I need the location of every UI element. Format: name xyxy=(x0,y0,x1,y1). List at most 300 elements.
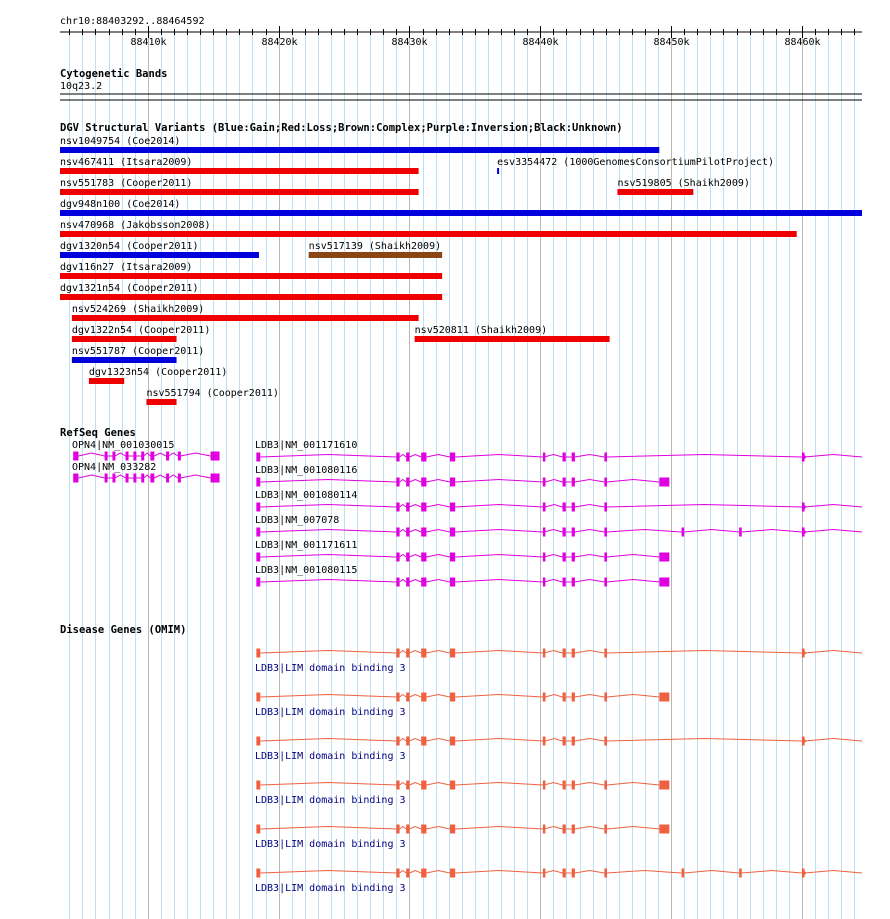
dgv-variant[interactable] xyxy=(72,304,419,321)
gene-exon xyxy=(406,578,409,587)
dgv-variant-label: dgv1323n54 (Cooper2011) xyxy=(88,367,228,378)
dgv-variant-bar[interactable] xyxy=(72,315,419,321)
gene-exon xyxy=(421,737,426,746)
gene-exon xyxy=(150,474,154,483)
gene-exon xyxy=(802,737,805,746)
gene-intron xyxy=(409,871,421,874)
refseq-gene[interactable] xyxy=(255,515,862,537)
gene-label: LDB3|NM_001171611 xyxy=(255,540,358,551)
gene-exon xyxy=(126,474,129,483)
gene-label: LDB3|NM_001080114 xyxy=(255,490,358,501)
dgv-variant-label: dgv116n27 (Itsara2009) xyxy=(60,262,193,273)
gene-exon xyxy=(682,869,685,878)
gene-exon xyxy=(572,649,575,658)
omim-gene[interactable] xyxy=(255,869,862,895)
gene-intron xyxy=(575,827,604,830)
gene-exon xyxy=(562,478,565,487)
gene-exon xyxy=(150,452,154,461)
location-label: chr10:88403292..88464592 xyxy=(60,16,205,27)
refseq-gene[interactable] xyxy=(255,490,862,512)
gene-intron xyxy=(154,475,166,478)
dgv-variant-bar[interactable] xyxy=(309,252,442,258)
dgv-variant-bar[interactable] xyxy=(72,357,177,363)
gene-intron xyxy=(409,739,421,742)
gene-utr-box xyxy=(659,553,669,562)
gene-intron xyxy=(409,505,421,508)
gene-exon xyxy=(450,693,455,702)
gene-intron xyxy=(409,555,421,558)
dgv-variant[interactable] xyxy=(497,157,774,174)
gene-exon xyxy=(802,503,805,512)
ruler-tick-label: 88460k xyxy=(784,37,821,48)
gene-intron xyxy=(455,651,543,654)
gene-intron xyxy=(455,505,543,508)
gene-intron xyxy=(607,505,802,508)
gene-exon xyxy=(396,693,399,702)
gene-exon xyxy=(256,869,260,878)
gene-utr-box xyxy=(659,478,669,487)
refseq-gene[interactable] xyxy=(72,462,220,483)
gene-exon xyxy=(421,503,426,512)
dgv-variant[interactable] xyxy=(60,283,442,300)
gene-intron xyxy=(426,695,450,698)
gene-intron xyxy=(115,475,125,478)
dgv-variant-bar[interactable] xyxy=(60,252,259,258)
dgv-variant-bar[interactable] xyxy=(60,147,659,153)
gene-exon xyxy=(562,528,565,537)
gene-exon xyxy=(406,478,409,487)
gene-intron xyxy=(400,455,407,458)
dgv-variant-label: nsv1049754 (Coe2014) xyxy=(60,136,181,147)
gene-intron xyxy=(607,651,802,654)
gene-exon xyxy=(141,452,144,461)
gene-utr-box xyxy=(659,825,669,834)
gene-exon xyxy=(802,528,805,537)
gene-intron xyxy=(684,530,739,533)
gene-exon xyxy=(604,578,607,587)
gene-intron xyxy=(455,580,543,583)
gene-label: LDB3|NM_001080115 xyxy=(255,565,358,576)
gene-intron xyxy=(409,530,421,533)
refseq-track-title: RefSeq Genes xyxy=(60,427,136,439)
gene-intron xyxy=(400,651,407,654)
gene-exon xyxy=(543,781,546,790)
gene-exon xyxy=(256,478,260,487)
gene-exon xyxy=(421,649,426,658)
gene-intron xyxy=(575,530,604,533)
gene-exon xyxy=(256,553,260,562)
gene-exon xyxy=(572,693,575,702)
gene-exon xyxy=(450,503,455,512)
gene-intron xyxy=(400,505,407,508)
gene-exon xyxy=(572,478,575,487)
gene-exon xyxy=(604,781,607,790)
dgv-variant-label: nsv517139 (Shaikh2009) xyxy=(308,241,442,252)
gene-intron xyxy=(575,555,604,558)
gene-intron xyxy=(607,580,659,583)
gene-intron xyxy=(575,455,604,458)
dgv-variant-bar[interactable] xyxy=(415,336,610,342)
gene-intron xyxy=(260,739,396,742)
gene-exon xyxy=(562,693,565,702)
dgv-variant-label: dgv1321n54 (Cooper2011) xyxy=(60,283,199,294)
gene-intron xyxy=(409,783,421,786)
gene-intron xyxy=(260,580,396,583)
gene-exon xyxy=(396,553,399,562)
gene-exon xyxy=(166,474,169,483)
gene-exon xyxy=(604,553,607,562)
dgv-variant[interactable] xyxy=(72,346,204,363)
gene-intron xyxy=(607,530,682,533)
gene-exon xyxy=(406,693,409,702)
gene-exon xyxy=(256,578,260,587)
gene-exon xyxy=(604,503,607,512)
gene-exon xyxy=(543,578,546,587)
gene-exon xyxy=(421,478,426,487)
dgv-variant-bar[interactable] xyxy=(72,336,177,342)
gene-intron xyxy=(607,827,659,830)
refseq-gene[interactable] xyxy=(255,440,862,462)
gene-exon xyxy=(406,553,409,562)
gene-intron xyxy=(260,530,396,533)
gene-exon xyxy=(396,528,399,537)
gene-exon xyxy=(450,553,455,562)
cytoband-label: 10q23.2 xyxy=(60,81,103,92)
gene-label: LDB3|NM_001080116 xyxy=(255,465,358,476)
gene-intron xyxy=(180,475,210,478)
gene-exon xyxy=(802,869,805,878)
gene-exon xyxy=(450,528,455,537)
gene-intron xyxy=(575,871,604,874)
cytoband-track-title: Cytogenetic Bands xyxy=(60,68,168,80)
gene-intron xyxy=(409,827,421,830)
dgv-variant-bar[interactable] xyxy=(497,168,499,174)
gene-exon xyxy=(256,453,260,462)
dgv-features xyxy=(60,136,862,405)
dgv-variant[interactable] xyxy=(72,325,210,342)
gene-exon xyxy=(406,649,409,658)
gene-exon xyxy=(421,825,426,834)
gene-exon xyxy=(396,737,399,746)
gene-intron xyxy=(607,695,659,698)
gene-intron xyxy=(400,580,407,583)
gene-exon xyxy=(421,578,426,587)
gene-exon xyxy=(572,737,575,746)
dgv-variant-bar[interactable] xyxy=(60,294,442,300)
gene-exon xyxy=(562,649,565,658)
refseq-gene[interactable] xyxy=(72,440,220,461)
dgv-variant-label: dgv1322n54 (Cooper2011) xyxy=(71,325,211,336)
gene-exon xyxy=(421,693,426,702)
gene-exon xyxy=(256,737,260,746)
gene-intron xyxy=(260,871,396,874)
gene-exon xyxy=(562,578,565,587)
gene-exon xyxy=(421,781,426,790)
gene-exon xyxy=(406,869,409,878)
gene-intron xyxy=(426,580,450,583)
dgv-variant-label: nsv551794 (Cooper2011) xyxy=(146,388,279,399)
gene-exon xyxy=(572,781,575,790)
gene-intron xyxy=(426,827,450,830)
dgv-track xyxy=(60,122,862,405)
gene-label: OPN4|NM_001030015 xyxy=(72,440,175,451)
ruler-tick-label: 88450k xyxy=(653,37,690,48)
gene-exon xyxy=(682,528,685,537)
gene-intron xyxy=(455,530,543,533)
gene-intron xyxy=(169,453,178,456)
dgv-variant-bar[interactable] xyxy=(60,189,419,195)
gene-intron xyxy=(607,555,659,558)
gene-exon xyxy=(572,825,575,834)
gene-exon xyxy=(421,528,426,537)
gene-exon xyxy=(604,737,607,746)
dgv-variant-label: nsv551787 (Cooper2011) xyxy=(71,346,205,357)
omim-gene-label: LDB3|LIM domain binding 3 xyxy=(255,883,406,894)
gene-intron xyxy=(409,651,421,654)
gene-exon xyxy=(543,737,546,746)
gene-exon xyxy=(112,474,115,483)
omim-gene-label: LDB3|LIM domain binding 3 xyxy=(255,839,406,850)
gene-label: LDB3|NM_001171610 xyxy=(255,440,358,451)
gene-exon xyxy=(396,503,399,512)
dgv-variant-label: dgv948n100 (Coe2014) xyxy=(60,199,181,210)
gene-exon xyxy=(572,553,575,562)
gene-intron xyxy=(400,783,407,786)
gene-intron xyxy=(607,783,659,786)
gene-exon xyxy=(572,503,575,512)
dgv-variant[interactable] xyxy=(60,136,659,153)
gene-intron xyxy=(260,695,396,698)
gene-exon xyxy=(562,737,565,746)
dgv-variant-bar[interactable] xyxy=(60,273,442,279)
gene-exon xyxy=(178,474,181,483)
gene-exon xyxy=(396,781,399,790)
dgv-variant-bar[interactable] xyxy=(146,399,176,405)
gene-exon xyxy=(572,453,575,462)
gene-intron xyxy=(607,480,659,483)
gene-intron xyxy=(154,453,166,456)
gene-exon xyxy=(450,869,455,878)
gene-exon xyxy=(450,649,455,658)
gene-exon xyxy=(604,693,607,702)
gene-exon xyxy=(133,452,136,461)
omim-gene[interactable] xyxy=(255,649,862,675)
gene-exon xyxy=(604,825,607,834)
gene-exon xyxy=(396,578,399,587)
gene-exon xyxy=(543,453,546,462)
gene-intron xyxy=(575,505,604,508)
dgv-variant-bar[interactable] xyxy=(617,189,693,195)
gene-exon xyxy=(543,869,546,878)
refseq-features xyxy=(72,440,862,587)
gene-intron xyxy=(575,739,604,742)
gene-intron xyxy=(805,739,862,742)
gene-intron xyxy=(400,827,407,830)
gene-exon xyxy=(604,453,607,462)
gene-intron xyxy=(260,505,396,508)
gene-intron xyxy=(400,695,407,698)
gene-utr-box xyxy=(659,781,669,790)
gene-exon xyxy=(543,693,546,702)
gene-utr-box xyxy=(659,578,669,587)
gene-exon xyxy=(73,474,78,483)
ruler-track xyxy=(60,16,862,48)
gene-exon xyxy=(604,649,607,658)
gene-exon xyxy=(562,453,565,462)
gene-intron xyxy=(575,480,604,483)
gene-utr-box xyxy=(659,693,669,702)
omim-gene[interactable] xyxy=(255,737,862,763)
gene-intron xyxy=(455,827,543,830)
gene-intron xyxy=(455,555,543,558)
gene-exon xyxy=(543,825,546,834)
dgv-variant-label: dgv1320n54 (Cooper2011) xyxy=(60,241,199,252)
dgv-variant[interactable] xyxy=(309,241,442,258)
gene-intron xyxy=(455,783,543,786)
gene-exon xyxy=(543,528,546,537)
omim-track-title: Disease Genes (OMIM) xyxy=(60,624,187,636)
gene-exon xyxy=(126,452,129,461)
gene-exon xyxy=(450,825,455,834)
gene-exon xyxy=(562,825,565,834)
dgv-variant-label: nsv551783 (Cooper2011) xyxy=(60,178,193,189)
gene-intron xyxy=(409,695,421,698)
gene-exon xyxy=(543,649,546,658)
gene-intron xyxy=(260,783,396,786)
gene-intron xyxy=(607,871,682,874)
gene-exon xyxy=(406,528,409,537)
gene-intron xyxy=(409,580,421,583)
gene-intron xyxy=(805,455,862,458)
gene-exon xyxy=(256,503,260,512)
gene-exon xyxy=(562,869,565,878)
gene-intron xyxy=(260,555,396,558)
gene-intron xyxy=(426,455,450,458)
gene-intron xyxy=(607,455,802,458)
gene-exon xyxy=(256,693,260,702)
gene-label: LDB3|NM_007078 xyxy=(255,515,340,526)
gene-exon xyxy=(133,474,136,483)
gene-exon xyxy=(396,825,399,834)
gene-exon xyxy=(572,578,575,587)
gene-intron xyxy=(575,580,604,583)
gene-intron xyxy=(180,453,210,456)
gene-exon xyxy=(178,452,181,461)
dgv-variant-label: nsv524269 (Shaikh2009) xyxy=(71,304,205,315)
gene-exon xyxy=(396,869,399,878)
gene-exon xyxy=(406,503,409,512)
gene-exon xyxy=(802,453,805,462)
gene-exon xyxy=(604,528,607,537)
dgv-variant[interactable] xyxy=(89,367,227,384)
dgv-variant[interactable] xyxy=(60,199,862,216)
gene-intron xyxy=(684,871,739,874)
gene-intron xyxy=(400,530,407,533)
gene-exon xyxy=(562,503,565,512)
dgv-variant[interactable] xyxy=(60,241,259,258)
gene-exon xyxy=(572,869,575,878)
gene-exon xyxy=(421,453,426,462)
dgv-variant-label: nsv470968 (Jakobsson2008) xyxy=(60,220,211,231)
gene-exon xyxy=(739,528,742,537)
gene-exon xyxy=(604,478,607,487)
gene-intron xyxy=(426,871,450,874)
dgv-variant[interactable] xyxy=(60,262,442,279)
gene-exon xyxy=(543,503,546,512)
gene-intron xyxy=(455,480,543,483)
gene-exon xyxy=(406,453,409,462)
gene-intron xyxy=(805,530,862,533)
gene-intron xyxy=(607,739,802,742)
gene-intron xyxy=(409,480,421,483)
gene-intron xyxy=(144,475,151,478)
gene-intron xyxy=(115,453,125,456)
gene-exon xyxy=(543,478,546,487)
gene-exon xyxy=(802,649,805,658)
dgv-variant-bar[interactable] xyxy=(60,231,797,237)
gene-exon xyxy=(396,649,399,658)
gene-intron xyxy=(575,783,604,786)
gene-intron xyxy=(169,475,178,478)
gene-exon xyxy=(406,781,409,790)
omim-gene-label: LDB3|LIM domain binding 3 xyxy=(255,663,406,674)
gene-intron xyxy=(400,480,407,483)
refseq-track xyxy=(60,427,862,587)
gene-exon xyxy=(572,528,575,537)
ruler-tick-label: 88430k xyxy=(391,37,428,48)
dgv-variant[interactable] xyxy=(617,178,749,195)
gene-intron xyxy=(426,555,450,558)
gene-exon xyxy=(166,452,169,461)
dgv-variant[interactable] xyxy=(60,220,797,237)
gene-intron xyxy=(426,505,450,508)
gene-utr-box xyxy=(211,474,220,483)
dgv-variant-bar[interactable] xyxy=(60,210,862,216)
dgv-variant-bar[interactable] xyxy=(60,168,419,174)
gene-exon xyxy=(421,869,426,878)
gene-exon xyxy=(396,478,399,487)
dgv-variant-bar[interactable] xyxy=(89,378,124,384)
gene-exon xyxy=(105,474,108,483)
gene-exon xyxy=(256,781,260,790)
gene-exon xyxy=(450,478,455,487)
gene-intron xyxy=(409,455,421,458)
dgv-variant[interactable] xyxy=(146,388,278,405)
gene-exon xyxy=(450,781,455,790)
gene-intron xyxy=(260,651,396,654)
gene-exon xyxy=(604,869,607,878)
gene-intron xyxy=(400,555,407,558)
gene-intron xyxy=(426,783,450,786)
gene-exon xyxy=(562,781,565,790)
gene-intron xyxy=(426,530,450,533)
gene-exon xyxy=(421,553,426,562)
gene-intron xyxy=(455,695,543,698)
gene-intron xyxy=(400,871,407,874)
gene-intron xyxy=(260,455,396,458)
gene-exon xyxy=(739,869,742,878)
gene-exon xyxy=(256,825,260,834)
gene-intron xyxy=(455,739,543,742)
cytoband-track xyxy=(60,68,862,100)
gene-exon xyxy=(73,452,78,461)
gene-intron xyxy=(455,871,543,874)
dgv-track-title: DGV Structural Variants (Blue:Gain;Red:Loss;Brown:Complex;Purple:Inversion;Black:Unknown) xyxy=(60,122,623,134)
gene-exon xyxy=(450,453,455,462)
dgv-variant-label: nsv467411 (Itsara2009) xyxy=(60,157,193,168)
dgv-variant-label: nsv519805 (Shaikh2009) xyxy=(617,178,750,189)
gene-intron xyxy=(805,651,862,654)
